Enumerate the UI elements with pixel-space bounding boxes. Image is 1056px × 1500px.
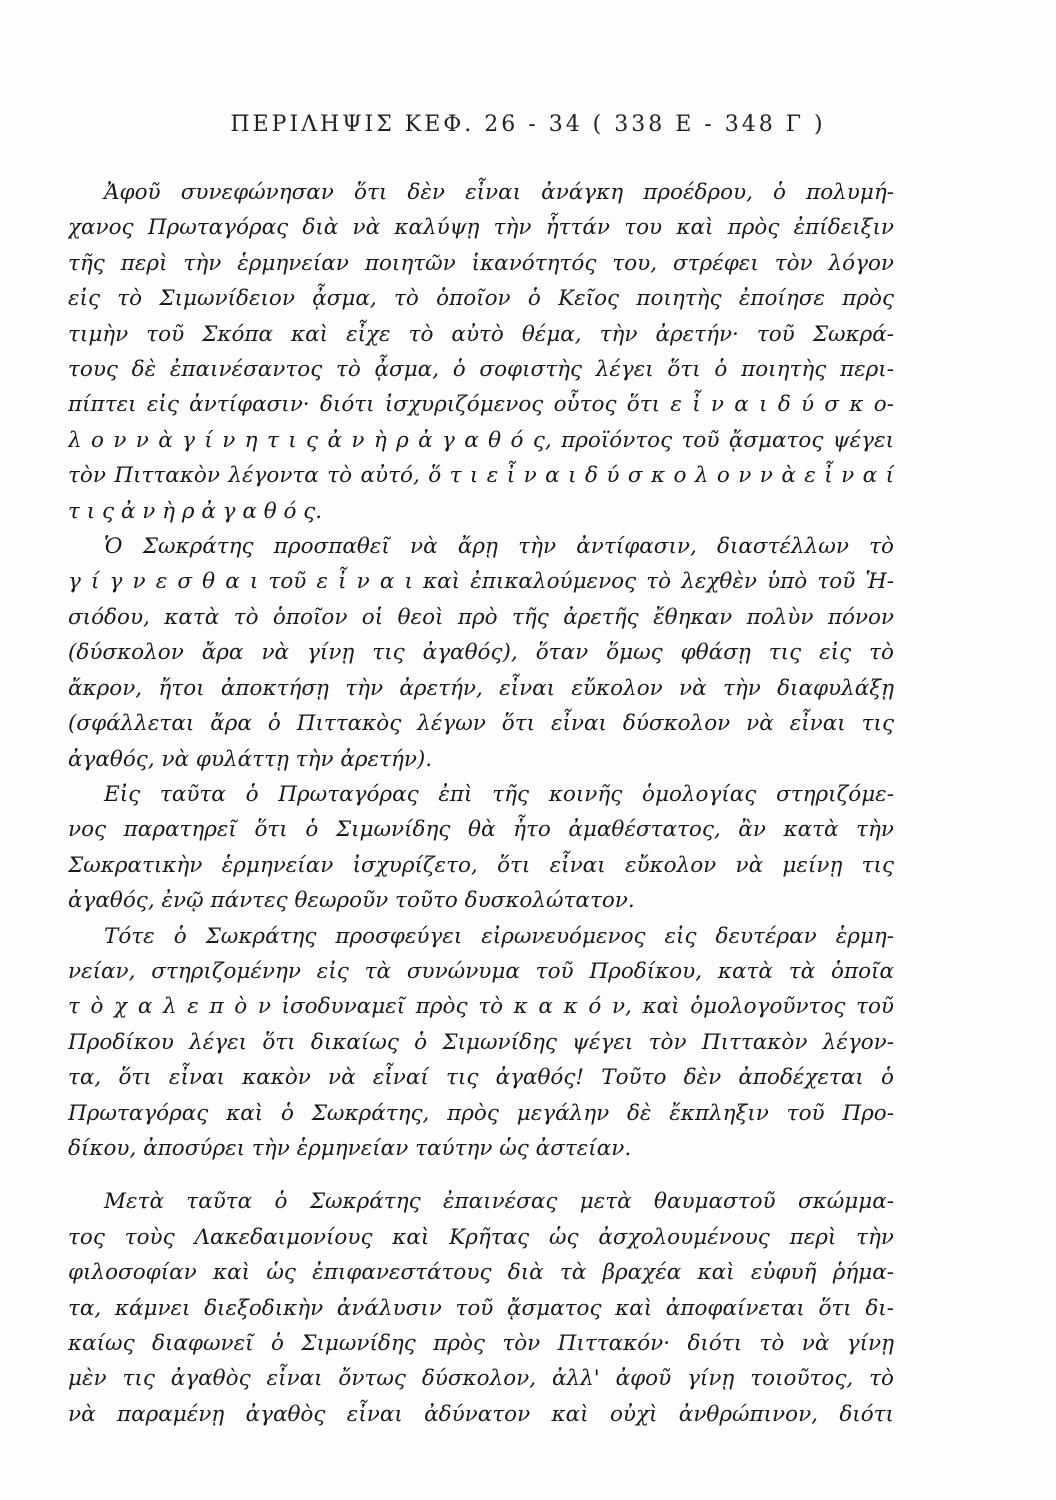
- text-line: (σφάλλεται ἄρα ὁ Πιττακὸς λέγων ὅτι εἶναι δύσκολον νὰ εἶναι τις: [68, 711, 894, 737]
- paragraph-5: [68, 1184, 894, 1432]
- text-line: Προδίκου λέγει ὅτι δικαίως ὁ Σιμωνίδης ψέγει τὸν Πιττακὸν λέγον-: [68, 1029, 894, 1055]
- text-line: τους δὲ ἐπαινέσαντος τὸ ᾆσμα, ὁ σοφιστὴς λέγει ὅτι ὁ ποιητὴς περι-: [68, 357, 894, 383]
- text-line: τα, κάμνει διεξοδικὴν ἀνάλυσιν τοῦ ᾄσματος καὶ ἀποφαίνεται ὅτι δι-: [68, 1295, 894, 1321]
- text-line: τιμὴν τοῦ Σκόπα καὶ εἶχε τὸ αὐτὸ θέμα, τὴν ἀρετήν· τοῦ Σωκρά-: [68, 321, 894, 347]
- text-line: (δύσκολον ἄρα νὰ γίνῃ τις ἀγαθός), ὅταν ὅμως φθάσῃ τις εἰς τὸ: [68, 640, 894, 666]
- text-line: μὲν τις ἀγαθὸς εἶναι ὄντως δύσκολον, ἀλλ' ἀφοῦ γίνῃ τοιοῦτος, τὸ: [68, 1366, 894, 1392]
- text-line: Μετὰ ταῦτα ὁ Σωκράτης ἐπαινέσας μετὰ θαυμαστοῦ σκώμμα-: [104, 1189, 894, 1215]
- text-line: ἀγαθός, ἐνῷ πάντες θεωροῦν τοῦτο δυσκολώτατον.: [68, 888, 635, 914]
- text-line: Ἀφοῦ συνεφώνησαν ὅτι δὲν εἶναι ἀνάγκη προέδρου, ὁ πολυμή-: [104, 180, 894, 205]
- text-line: τος τοὺς Λακεδαιμονίους καὶ Κρῆτας ὡς ἀσχολουμένους περὶ τὴν: [68, 1224, 894, 1250]
- paragraph-3: [68, 777, 894, 919]
- text-line: τὸν Πιττακὸν λέγοντα τὸ αὐτό, ὅ τ ι ε ἶ ν α ι δ ύ σ κ ο λ ο ν ν ὰ ε ἶ ν α ί: [68, 463, 894, 489]
- text-line: τα, ὅτι εἶναι κακὸν νὰ εἶναί τις ἀγαθός! Τοῦτο δὲν ἀποδέχεται ὁ: [68, 1065, 894, 1091]
- text-line: γ ί γ ν ε σ θ α ι τοῦ ε ἶ ν α ι καὶ ἐπικαλούμενος τὸ λεχθὲν ὑπὸ τοῦ Ἡ-: [68, 569, 894, 595]
- text-line: τ ὸ χ α λ ε π ὸ ν ἰσοδυναμεῖ πρὸς τὸ κ α κ ό ν, καὶ ὁμολογοῦντος τοῦ: [68, 994, 894, 1020]
- text-line: ἄκρον, ἤτοι ἀποκτήσῃ τὴν ἀρετήν, εἶναι εὔκολον νὰ τὴν διαφυλάξῃ: [68, 675, 894, 701]
- text-line: νος παρατηρεῖ ὅτι ὁ Σιμωνίδης θὰ ἦτο ἀμαθέστατος, ἂν κατὰ τὴν: [68, 817, 894, 843]
- paragraph-2: [68, 529, 894, 777]
- text-line: ἀγαθός, νὰ φυλάττῃ τὴν ἀρετήν).: [68, 746, 433, 772]
- text-line: πίπτει εἰς ἀντίφασιν· διότι ἰσχυριζόμενος οὗτος ὅτι ε ἶ ν α ι δ ύ σ κ ο-: [68, 392, 894, 418]
- text-line: Τότε ὁ Σωκράτης προσφεύγει εἰρωνευόμενος εἰς δευτέραν ἑρμη-: [104, 923, 894, 949]
- text-line: τ ι ς ἀ ν ὴ ρ ἀ γ α θ ό ς.: [68, 498, 323, 524]
- summary-body: [68, 175, 894, 1432]
- text-line: καίως διαφωνεῖ ὁ Σιμωνίδης πρὸς τὸν Πιττακόν· διότι τὸ νὰ γίνῃ: [68, 1331, 894, 1356]
- text-line: εἰς τὸ Σιμωνίδειον ᾆσμα, τὸ ὁποῖον ὁ Κεῖος ποιητὴς ἐποίησε πρὸς: [68, 286, 894, 312]
- text-line: τῆς περὶ τὴν ἑρμηνείαν ποιητῶν ἱκανότητός του, στρέφει τὸν λόγον: [68, 250, 894, 276]
- text-line: νείαν, στηριζομένην εἰς τὰ συνώνυμα τοῦ Προδίκου, κατὰ τὰ ὁποῖα: [68, 958, 894, 984]
- paragraph-1: [68, 175, 894, 529]
- text-line: λ ο ν ν ὰ γ ί ν η τ ι ς ἀ ν ὴ ρ ἀ γ α θ ό ς, προϊόντος τοῦ ᾄσματος ψέγει: [68, 427, 894, 453]
- text-line: Εἰς ταῦτα ὁ Πρωταγόρας ἐπὶ τῆς κοινῆς ὁμολογίας στηριζόμε-: [104, 781, 894, 807]
- paragraph-4: [68, 919, 894, 1167]
- text-line: νὰ παραμένῃ ἀγαθὸς εἶναι ἀδύνατον καὶ οὐχὶ ἀνθρώπινον, διότι: [68, 1401, 894, 1427]
- text-line: φιλοσοφίαν καὶ ὡς ἐπιφανεστάτους διὰ τὰ βραχέα καὶ εὐφυῆ ῥήμα-: [68, 1260, 894, 1286]
- text-line: σιόδου, κατὰ τὸ ὁποῖον οἱ θεοὶ πρὸ τῆς ἀρετῆς ἔθηκαν πολὺν πόνον: [68, 604, 894, 630]
- text-line: δίκου, ἀποσύρει τὴν ἑρμηνείαν ταύτην ὡς ἀστείαν.: [68, 1135, 632, 1161]
- text-line: Ὁ Σωκράτης προσπαθεῖ νὰ ἄρῃ τὴν ἀντίφασιν, διαστέλλων τὸ: [104, 534, 894, 560]
- text-line: Πρωταγόρας καὶ ὁ Σωκράτης, πρὸς μεγάλην δὲ ἔκπληξιν τοῦ Προ-: [68, 1100, 894, 1126]
- chapter-summary-heading: ΠΕΡΙΛΗΨΙΣ ΚΕΦ. 26 - 34 ( 338 Ε - 348 Γ ): [230, 112, 826, 137]
- text-line: Σωκρατικὴν ἑρμηνείαν ἰσχυρίζετο, ὅτι εἶναι εὔκολον νὰ μείνῃ τις: [68, 852, 894, 878]
- text-line: χανος Πρωταγόρας διὰ νὰ καλύψῃ τὴν ἧττάν του καὶ πρὸς ἐπίδειξιν: [68, 215, 894, 241]
